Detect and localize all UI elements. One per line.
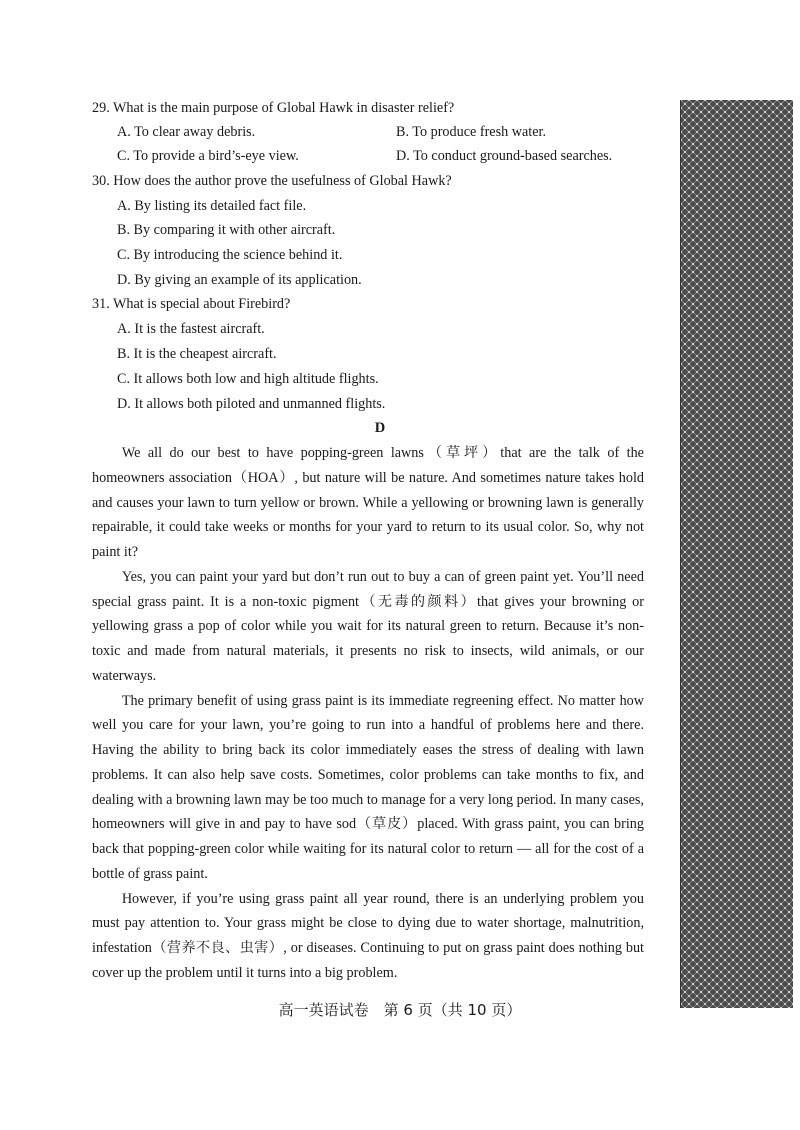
question-30-option-d: D. By giving an example of its application. [117,272,362,288]
question-31-stem: 31. What is special about Firebird? [92,296,291,312]
passage-paragraph-1: We all do our best to have popping-green lawns（草坪）that are the talk of the homeowners association（HOA）, but nature will be nature. And sometimes nature takes hold and causes your lawn to turn yellow or brown. While a yellowing or browning lawn is generally repairable, it could take weeks or months for your yard to return to its usual color. So, why not paint it? [92,445,644,560]
question-30-stem: 30. How does the author prove the usefulness of Global Hawk? [92,173,452,189]
question-30-option-b: B. By comparing it with other aircraft. [117,222,336,238]
question-29-option-b: B. To produce fresh water. [396,124,547,140]
passage-paragraph-3: The primary benefit of using grass paint is its immediate regreening effect. No matter how well you care for your lawn, you’re going to run into a handful of problems here and there. Having the ability to bring back its color immediately eases the stress of dealing with lawn problems. It can also help save costs. Sometimes, color problems can take months to fix, and dealing with a browning lawn may be too much to manage for a very long period. In many cases, homeowners will give in and pay to have sod（草皮）placed. With grass paint, you can bring back that popping-green color while waiting for its natural color to return — all for the cost of a bottle of grass paint. [92,692,644,882]
question-29-stem: 29. What is the main purpose of Global Hawk in disaster relief? [92,100,455,116]
question-29-option-d: D. To conduct ground-based searches. [396,148,613,164]
question-31-option-c: C. It allows both low and high altitude flights. [117,371,379,387]
question-31-option-b: B. It is the cheapest aircraft. [117,346,277,362]
reading-passage [92,441,644,986]
question-31-option-d: D. It allows both piloted and unmanned flights. [117,396,386,412]
question-30-option-a: A. By listing its detailed fact file. [117,198,307,214]
page-footer: 高一英语试卷 第 6 页（共 10 页） [278,1001,522,1019]
passage-paragraph-2: Yes, you can paint your yard but don’t run out to buy a can of green paint yet. You’ll need special grass paint. It is a non-toxic pigment（无毒的颜料）that gives your browning or yellowing grass a pop of color while you wait for its natural green to return. Because it’s non-toxic and made from natural materials, it presents no risk to insects, wild animals, or our waterways. [92,568,644,684]
section-label: D [374,420,386,436]
question-31-option-a: A. It is the fastest aircraft. [117,321,265,337]
question-30-option-c: C. By introducing the science behind it. [117,247,343,263]
question-29-option-a: A. To clear away debris. [117,124,256,140]
binding-strip [680,100,793,1008]
passage-paragraph-4: However, if you’re using grass paint all year round, there is an underlying problem you must pay attention to. Your grass might be close to dying due to water shortage, malnutrition, infestation（营养不良、虫害）, or diseases. Continuing to put on grass paint does nothing but cover up the problem until it turns into a big problem. [92,890,644,981]
question-29-option-c: C. To provide a bird’s-eye view. [117,148,299,164]
